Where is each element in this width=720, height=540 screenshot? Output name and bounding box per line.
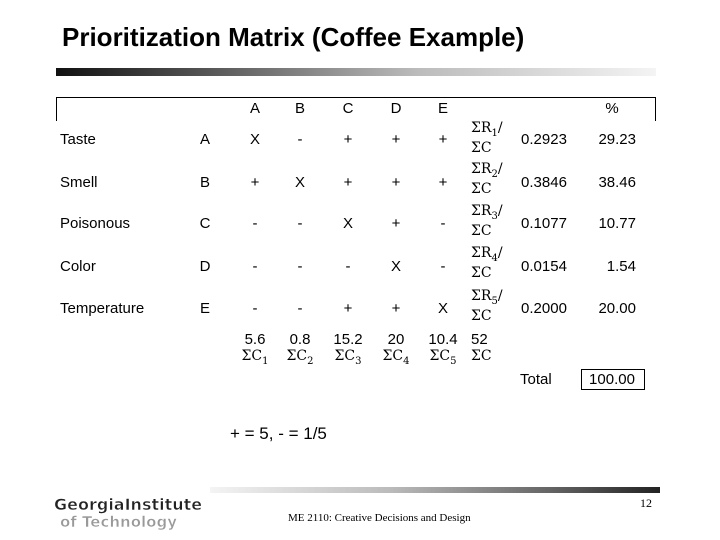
row-label-taste: Taste <box>60 131 96 148</box>
row-code: C <box>199 215 211 232</box>
total-value: 100.00 <box>589 371 635 388</box>
row-label-smell: Smell <box>60 174 98 191</box>
row-ratio-denominator: ΣC <box>471 140 492 156</box>
logo-line1: GeorgiaInstitute <box>54 495 203 514</box>
matrix-cell: + <box>391 300 401 317</box>
table-right-rule <box>655 97 656 121</box>
title-underline-bar <box>56 68 656 76</box>
row-ratio-denominator: ΣC <box>471 223 492 239</box>
matrix-cell: X <box>437 300 448 317</box>
row-percent: 20.00 <box>598 300 636 317</box>
matrix-cell: + <box>250 174 260 191</box>
grand-sum-label: ΣC <box>471 348 492 364</box>
matrix-cell: - <box>252 300 258 317</box>
row-ratio-denominator: ΣC <box>471 265 492 281</box>
column-header-d: D <box>390 100 402 117</box>
matrix-cell: - <box>440 258 446 275</box>
row-percent: 10.77 <box>598 215 636 232</box>
column-sum: 15.2 <box>333 331 363 348</box>
matrix-cell: - <box>345 258 351 275</box>
matrix-cell: - <box>297 300 303 317</box>
row-percent: 29.23 <box>598 131 636 148</box>
column-sum: 10.4 <box>428 331 458 348</box>
row-value: 0.2000 <box>521 300 567 317</box>
row-code: D <box>199 258 211 275</box>
column-sum-label: $\Sigma C_3$ <box>334 348 362 367</box>
legend-text: + = 5, - = 1/5 <box>230 424 327 443</box>
row-value: 0.2923 <box>521 131 567 148</box>
column-sum-label: $\Sigma C_5$ <box>429 348 457 367</box>
slide-title: Prioritization Matrix (Coffee Example) <box>62 22 525 52</box>
total-label: Total <box>520 371 552 388</box>
matrix-cell: + <box>343 174 353 191</box>
column-header-e: E <box>437 100 448 117</box>
matrix-cell: + <box>438 131 448 148</box>
column-sum: 5.6 <box>244 331 266 348</box>
matrix-cell: - <box>252 258 258 275</box>
row-code: A <box>199 131 210 148</box>
column-sum: 20 <box>387 331 405 348</box>
georgia-tech-logo <box>54 493 214 533</box>
grand-sum: 52 <box>471 331 488 348</box>
matrix-cell: X <box>294 174 305 191</box>
row-percent: 38.46 <box>598 174 636 191</box>
column-sum-label: $\Sigma C_2$ <box>286 348 314 367</box>
row-ratio-numerator: $\Sigma R_2/$ <box>471 161 503 180</box>
row-ratio-denominator: ΣC <box>471 308 492 324</box>
row-code: E <box>199 300 210 317</box>
matrix-cell: X <box>342 215 353 232</box>
page-number: 12 <box>640 496 652 510</box>
matrix-cell: + <box>438 174 448 191</box>
matrix-cell: X <box>390 258 401 275</box>
column-header-c: C <box>342 100 354 117</box>
matrix-cell: + <box>391 215 401 232</box>
row-label-temperature: Temperature <box>60 300 145 317</box>
column-header-a: A <box>249 100 260 117</box>
footer-course: ME 2110: Creative Decisions and Design <box>288 512 471 524</box>
table-left-rule <box>56 97 57 121</box>
row-code: B <box>199 174 210 191</box>
matrix-cell: + <box>343 300 353 317</box>
matrix-cell: - <box>297 215 303 232</box>
logo-line2: of Technology <box>60 513 177 531</box>
matrix-cell: + <box>391 174 401 191</box>
row-value: 0.3846 <box>521 174 567 191</box>
row-ratio-numerator: $\Sigma R_5/$ <box>471 288 503 307</box>
matrix-cell: - <box>252 215 258 232</box>
column-header-percent: % <box>605 100 619 117</box>
matrix-cell: + <box>391 131 401 148</box>
column-sum-label: $\Sigma C_1$ <box>241 348 269 367</box>
row-value: 0.1077 <box>521 215 567 232</box>
footer-gradient-bar <box>210 487 660 493</box>
column-sum-label: $\Sigma C_4$ <box>382 348 410 367</box>
row-ratio-numerator: $\Sigma R_3/$ <box>471 203 503 222</box>
table-top-rule <box>56 97 656 98</box>
matrix-cell: - <box>297 131 303 148</box>
row-ratio-denominator: ΣC <box>471 181 492 197</box>
matrix-cell: X <box>249 131 260 148</box>
column-sum: 0.8 <box>289 331 311 348</box>
row-percent: 1.54 <box>606 258 636 275</box>
matrix-cell: + <box>343 131 353 148</box>
column-header-b: B <box>294 100 305 117</box>
row-label-poisonous: Poisonous <box>60 215 131 232</box>
row-value: 0.0154 <box>521 258 567 275</box>
matrix-cell: - <box>297 258 303 275</box>
matrix-cell: - <box>440 215 446 232</box>
row-ratio-numerator: $\Sigma R_4/$ <box>471 245 503 264</box>
row-label-color: Color <box>60 258 96 275</box>
row-ratio-numerator: $\Sigma R_1/$ <box>471 120 503 139</box>
